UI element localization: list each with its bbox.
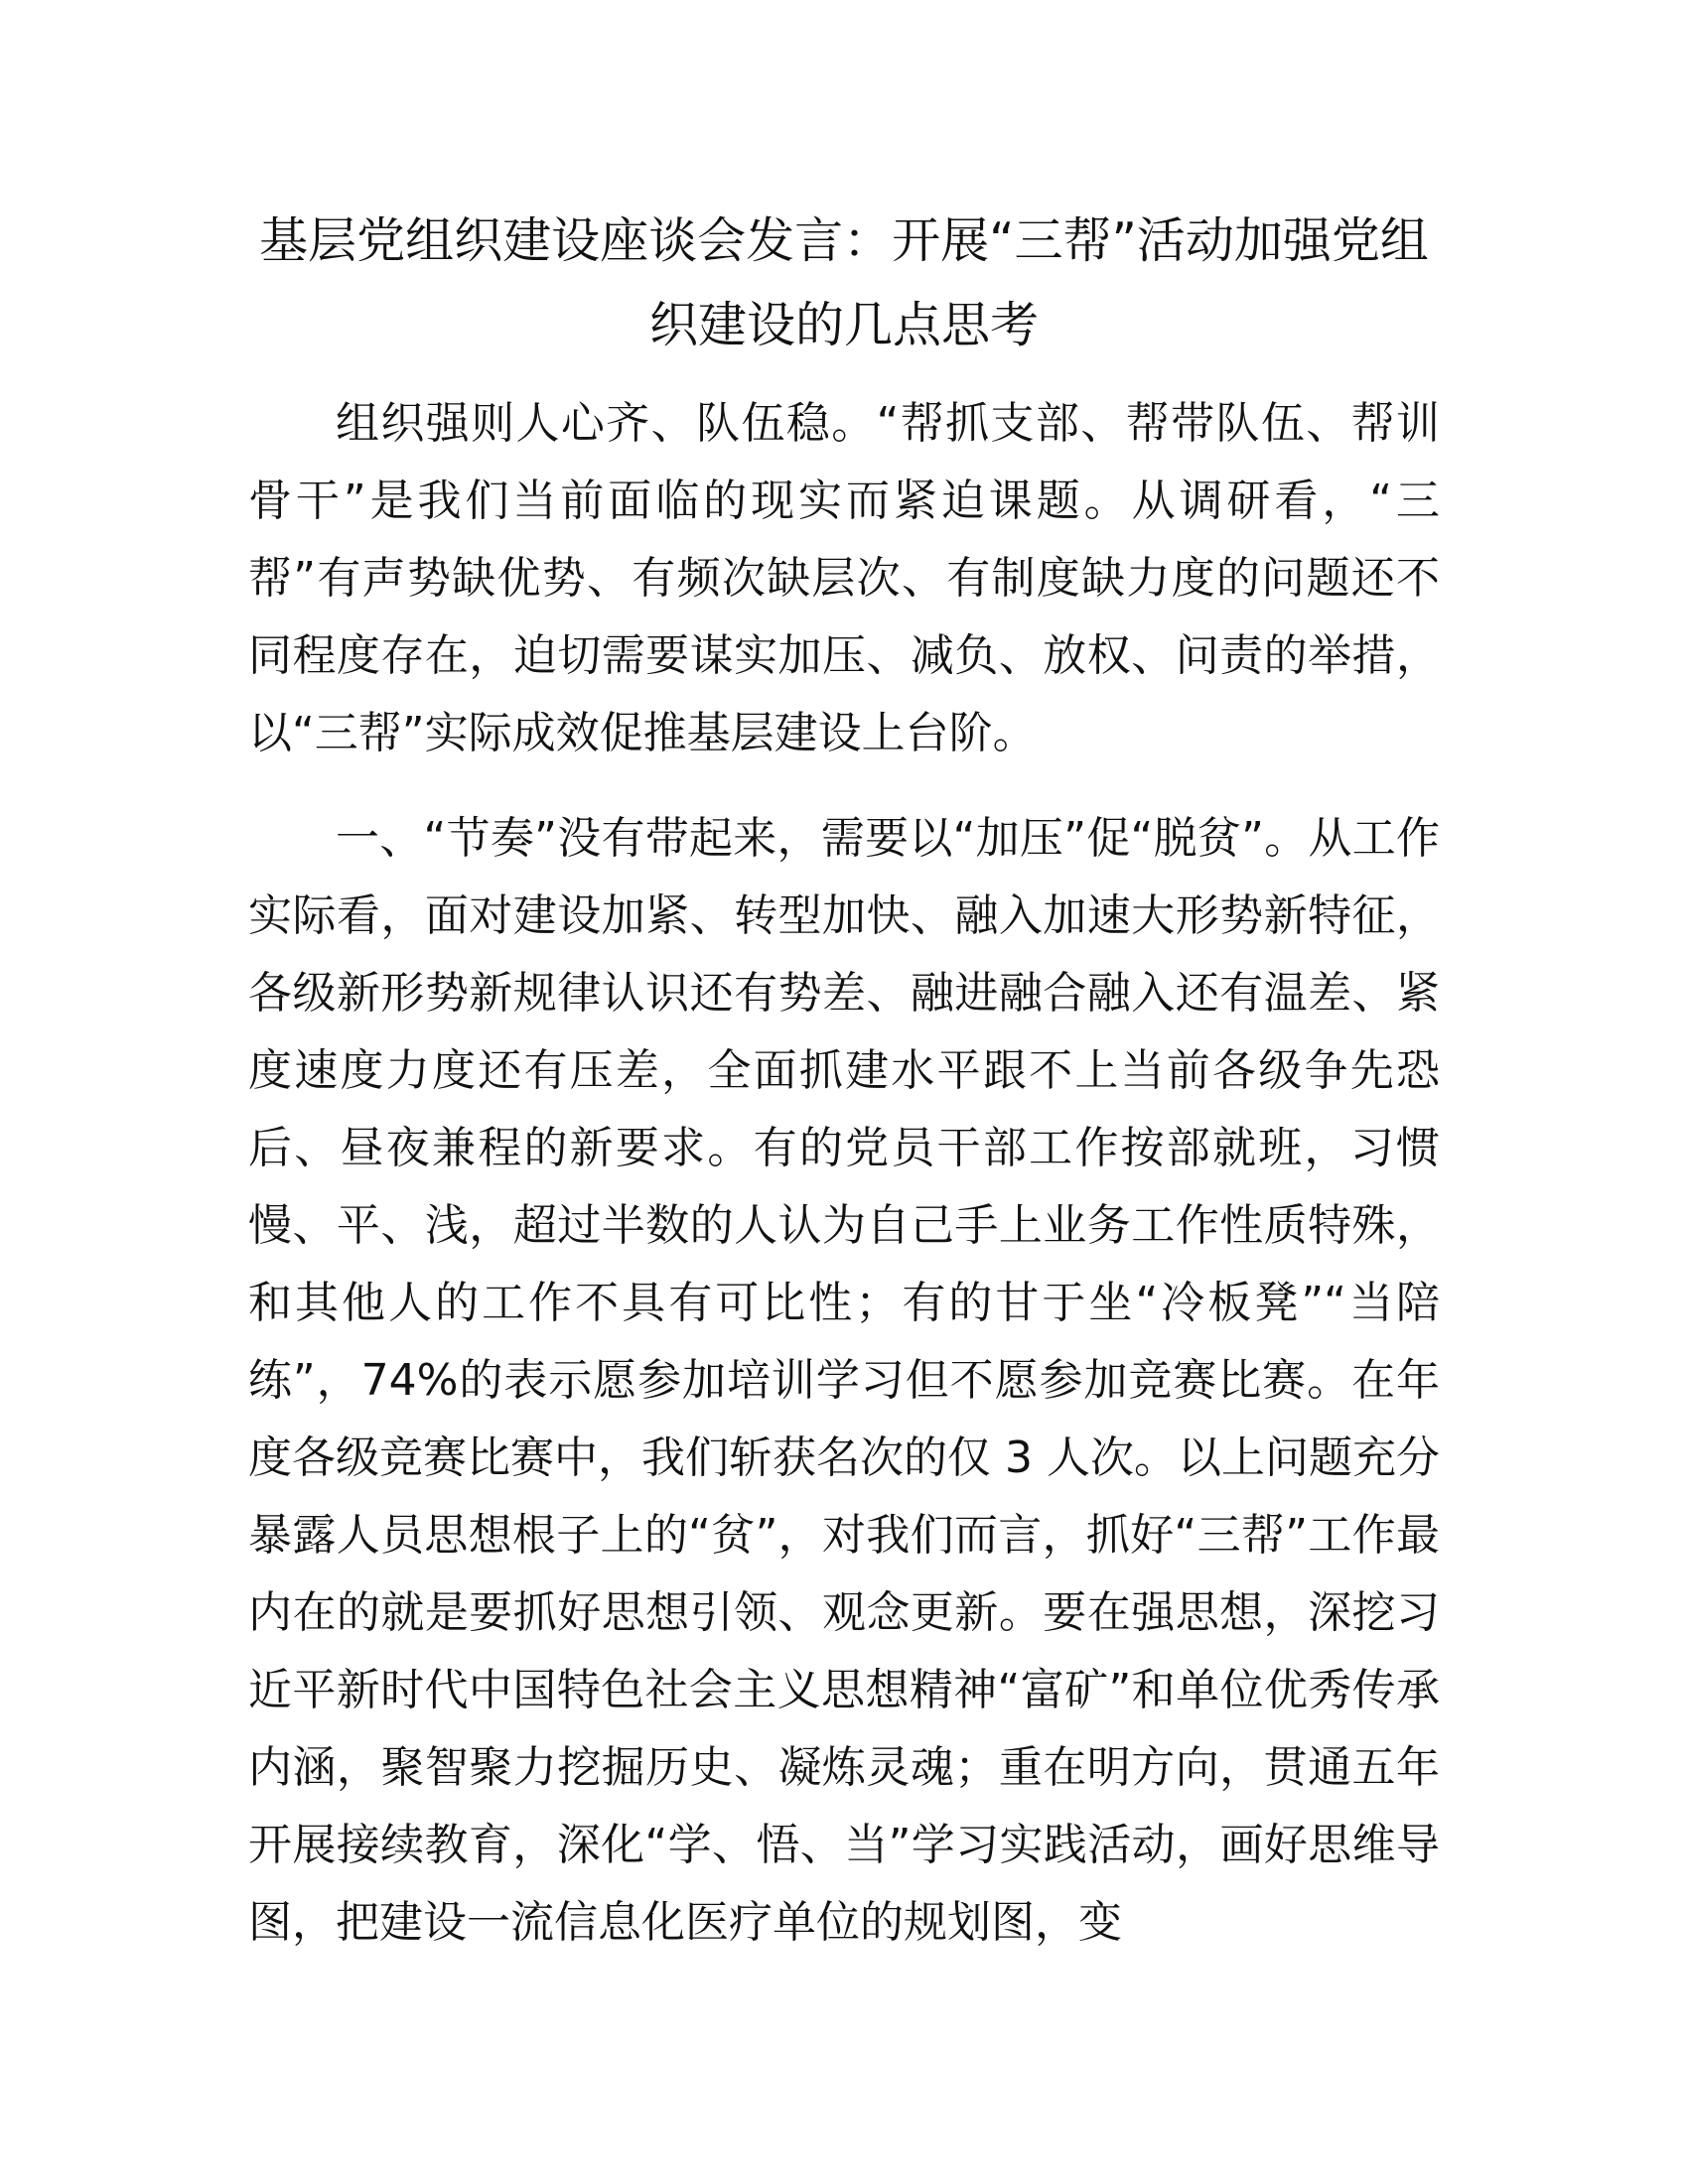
paragraph-intro: 组织强则人心齐、队伍稳。“帮抓支部、帮带队伍、帮训骨干”是我们当前面临的现实而紧迫课题。从调研看，“三帮”有声势缺优势、有频次缺层次、有制度缺力度的问题还不同程度存在，迫切需要谋实加压、减负、放权、问责的举措，以“三帮”实际成效促推基层建设上台阶。: [248, 398, 1440, 758]
document-page: [248, 199, 1440, 1962]
document-title: 基层党组织建设座谈会发言：开展“三帮”活动加强党组织建设的几点思考: [259, 212, 1429, 353]
paragraph-section-one: 一、“节奏”没有带起来，需要以“加压”促“脱贫”。从工作实际看，面对建设加紧、转型加快、融入加速大形势新特征，各级新形势新规律认识还有势差、融进融合融入还有温差、紧度速度力度还有压差，全面抓建水平跟不上当前各级争先恐后、昼夜兼程的新要求。有的党员干部工作按部就班，习惯慢、平、浅，超过半数的人认为自己手上业务工作性质特殊，和其他人的工作不具有可比性；有的甘于坐“冷板凳”“当陪练”，74%的表示愿参加培训学习但不愿参加竞赛比赛。在年度各级竞赛比赛中，我们斩获名次的仅 3 人次。以上问题充分暴露人员思想根子上的“贫”，对我们而言，抓好“三帮”工作最内在的就是要抓好思想引领、观念更新。要在强思想，深挖习近平新时代中国特色社会主义思想精神“富矿”和单位优秀传承内涵，聚智聚力挖掘历史、凝炼灵魂；重在明方向，贯通五年开展接续教育，深化“学、悟、当”学习实践活动，画好思维导图，把建设一流信息化医疗单位的规划图，变: [248, 813, 1440, 1948]
